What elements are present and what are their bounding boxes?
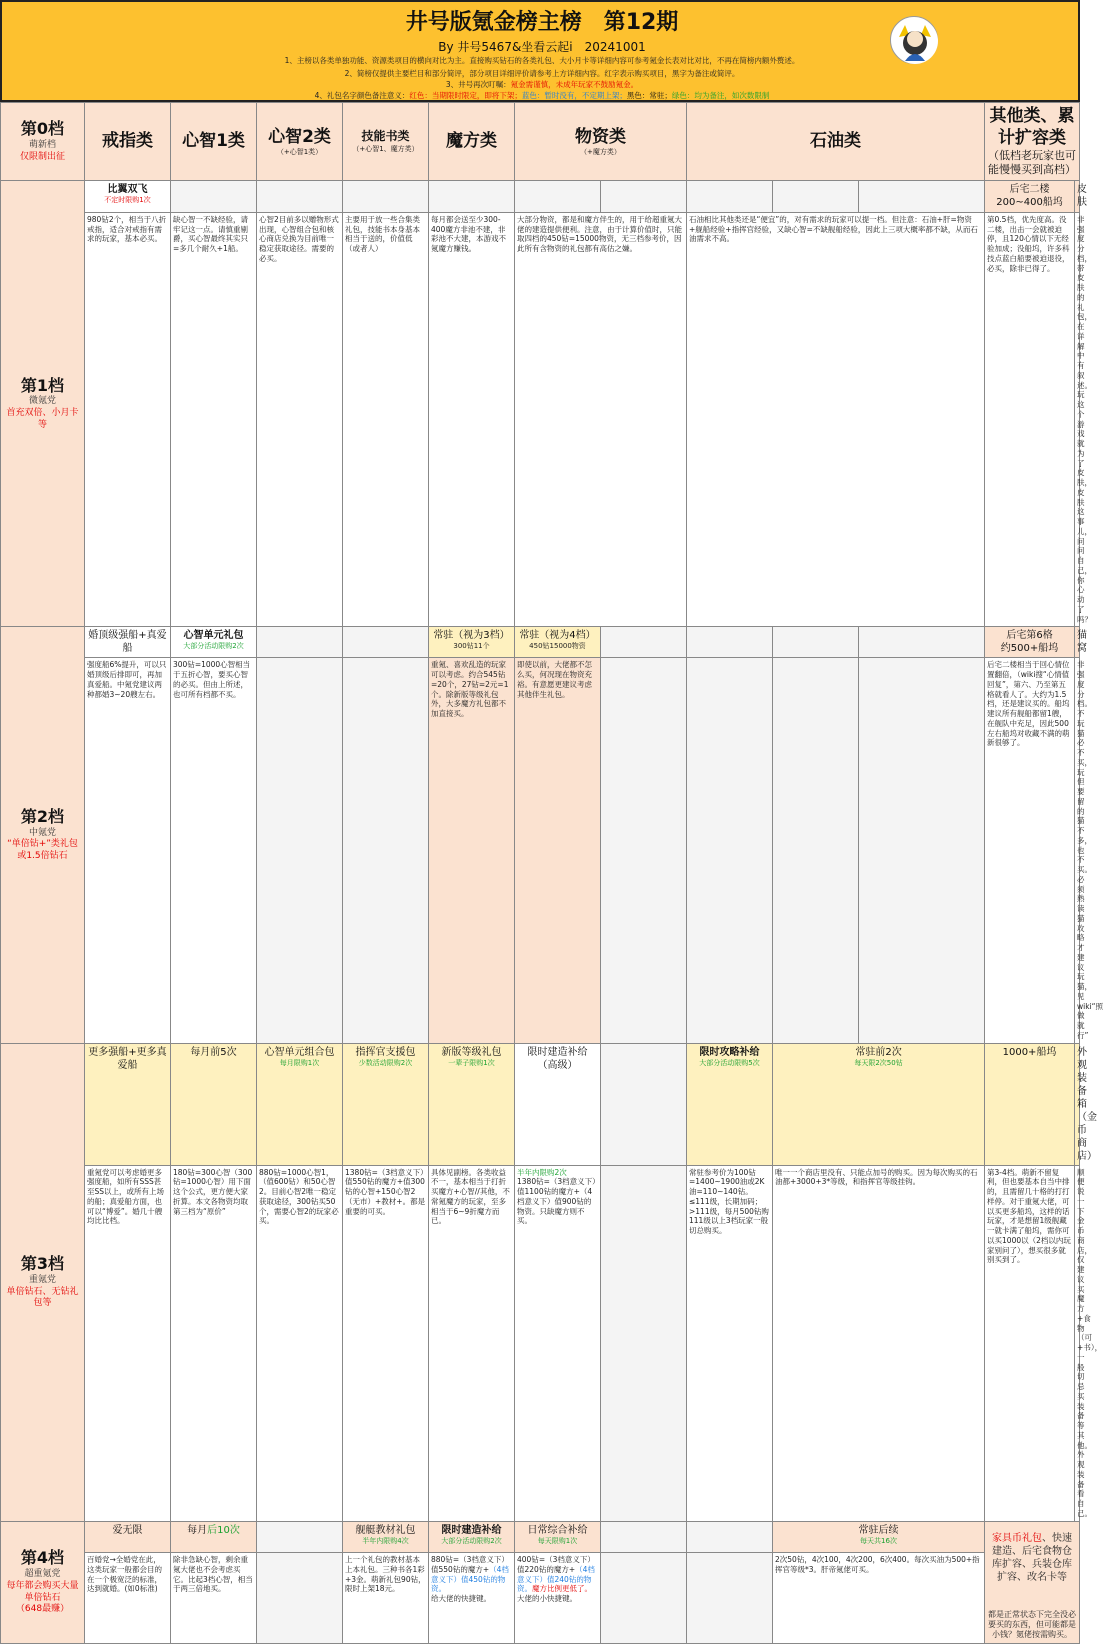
tier-0-name: 第0档 [20, 119, 65, 139]
tier-1-note: 首充双倍、小月卡等 [6, 408, 79, 430]
r3-mind2-limit: 每月限购1次 [279, 1058, 320, 1067]
r2-empty-4 [687, 627, 773, 658]
r2-catnest-body [1075, 658, 1103, 1043]
r1-supplies-body [515, 212, 687, 627]
r2-catnest-head: 猫窝 [1075, 627, 1080, 658]
r2-mind1-text: 300钻=1000心智相当于五折心智，要买心智的必买。但由上所述，也可所有档都不买。 [173, 660, 251, 699]
r1-rings-body [85, 212, 171, 627]
r2-empty-9 [601, 658, 687, 1043]
r4-supplies-text-red: 魔方比例更低了。 [532, 1584, 592, 1594]
r3-oil-b-title: 常驻前2次 [855, 1046, 902, 1058]
r4-empty-1 [257, 1521, 343, 1553]
r4-supplies-body [515, 1553, 601, 1644]
r1-skin-text: 非强度分档，带皮肤的礼包，在详解中有叙述。玩这个游戏就为了皮肤，皮肤这事儿，问问自己，你心动了吗？ [1077, 214, 1093, 624]
r2-supplies-text: 即使以前，大佬都不怎么买，何况现在物资充裕。有意愿更建议考虑其他伴生礼包。 [517, 660, 592, 699]
tier-3 [1, 1043, 85, 1521]
column-header-supplies-label: 物资类 [575, 126, 626, 147]
r4-oil-text: 2次50钻，4次100，4次200，6次400。每次买油为500+指挥官等级*3。肝帝氪佬可买。 [775, 1555, 980, 1574]
r4-other-text: 都是正常状态下完全没必要买的东西，但可能都是小钱？氪佬按需购买。 [988, 1609, 1077, 1640]
r3-skinbox-body [1075, 1165, 1103, 1521]
r3-mind1-body [171, 1165, 257, 1521]
r3-cube-head [429, 1043, 515, 1165]
r2-supplies-title: 常驻（视为4档） [519, 630, 596, 642]
r1-mind1-body [171, 212, 257, 627]
page-title: 井号版氪金榜主榜 第12期 [405, 10, 679, 35]
r4-mind1-head [171, 1521, 257, 1553]
r2-empty-8 [343, 658, 429, 1043]
ranking-table [0, 102, 1103, 1644]
r3-supplies-body [515, 1165, 601, 1521]
note-2: 2、简榜仅提供主要栏目和部分简评，部分项目详细评价请参考上方详细内容。红字表示购买项目，黑字为备注或简评。 [344, 69, 740, 78]
r3-oil-b-body [773, 1165, 985, 1521]
r3-cube-title: 新版等级礼包 [441, 1046, 502, 1058]
r4-supplies-head [515, 1521, 601, 1553]
r1-skill-body [343, 212, 429, 627]
r4-mind1-body [171, 1553, 257, 1644]
r3-dock-head [985, 1043, 1075, 1165]
column-header-oil-label: 石油类 [810, 131, 862, 152]
r2-mind1-title: 心智单元礼包 [183, 630, 244, 642]
r4-mind1-text: 除非急缺心智，剩余重氪大佬也不会考虑买它。比起3档心智，相当于两三倍地买。 [173, 1555, 253, 1594]
tier-4-name: 第4档 [20, 1548, 65, 1568]
r4-rings-head [85, 1521, 171, 1553]
r1-empty-5 [515, 180, 601, 212]
note-3-label: 3、井号再次叮嘱： [445, 80, 511, 89]
tier-1-name: 第1档 [20, 375, 65, 395]
r4-skill-body [343, 1553, 429, 1644]
r3-mind2-body [257, 1165, 343, 1521]
r3-supplies-head [515, 1043, 601, 1165]
r3-oil-a-body [687, 1165, 773, 1521]
r1-backyard-title: 后宅二楼 [1009, 183, 1050, 195]
column-header-mind1 [171, 103, 257, 181]
tier-4-extra: （648最赚） [15, 1604, 70, 1615]
r1-skin-head: 皮肤 [1075, 180, 1080, 212]
r4-cube-body [429, 1553, 515, 1644]
r3-oil-a-limit: 大部分活动限购5次 [699, 1058, 760, 1067]
r3-skinbox-head: 外观装备箱 （金币商店） [1075, 1043, 1080, 1165]
note-3 [2, 79, 1082, 90]
r4-skill-text: 上一个礼包的教材基本上本礼包。三种书各1彩+3金。萌新礼包90钻，限时上架18元。 [345, 1555, 426, 1594]
r3-cube-limit: 一辈子限购1次 [448, 1058, 495, 1067]
r1-backyard-sub: 200~400船坞 [996, 196, 1063, 208]
column-header-mind2-sub: （+心智1类） [276, 147, 323, 156]
byline: By 井号5467&坐看云起i 20241001 [438, 40, 646, 54]
note-4-dark: 黑色：常驻； [626, 91, 672, 100]
r2-supplies-sub: 450钻15000物资 [529, 642, 586, 651]
r4-other-title-tail: 、快速建造、后宅食物仓库扩容、兵装仓库扩容、改名卡等 [992, 1532, 1073, 1583]
r3-skill-text: 1380钻=（3档意义下）值550钻的魔方+值300钻的心智+150心智2（无市）+教材+。都是重要的可买。 [345, 1167, 426, 1216]
column-header-oil [687, 103, 985, 181]
note-3-warning: 氪金需谨慎，未成年玩家不鼓励氪金。 [510, 80, 639, 89]
r3-skill-head [343, 1043, 429, 1165]
r1-oil-body [687, 212, 985, 627]
r4-rings-text: 百婚党→全婚党在此，这类玩家一般都会目的在一个极宽泛的标准，达到就婚。(如0标准) [87, 1555, 162, 1594]
r4-empty-4 [257, 1553, 343, 1644]
r4-empty-3 [687, 1521, 773, 1553]
column-header-rings-label: 戒指类 [102, 131, 153, 152]
note-4-red: 红色：当期限时限定，即将下架； [409, 91, 522, 100]
r2-supplies-head [515, 627, 601, 658]
r4-cube-text-blue: （4档意义下）值450钻的物资。 [431, 1564, 509, 1594]
r2-cube-title: 常驻（视为3档） [433, 630, 510, 642]
r2-empty-11 [773, 658, 859, 1043]
r4-rings-title: 爱无限 [112, 1524, 143, 1536]
r2-empty-3 [601, 627, 687, 658]
r4-cube-title: 限时建造补给 [441, 1524, 502, 1536]
r4-skill-head [343, 1521, 429, 1553]
column-header-skillbook-label: 技能书类 [361, 129, 410, 144]
tier-2-name: 第2档 [20, 806, 65, 826]
r3-oil-a-head [687, 1043, 773, 1165]
tier-2-sub: 中氪党 [28, 827, 56, 838]
r3-mind2-text: 880钻=1000心智1，（值600钻）和50心智2。目前心智2唯一稳定获取途径，300钻买50个，需要心智2的玩家必买。 [259, 1167, 339, 1226]
r3-mind1-text: 180钻=300心智（300钻=1000心智）用下面这个公式，更方便大家折算。本文各物资均取第三档为“原价” [173, 1167, 253, 1216]
tier-4 [1, 1521, 85, 1643]
r4-mind1-title-tail: 后10次 [207, 1524, 240, 1536]
r3-skinbox-text: 顺便说一下金币商店，仅建议买魔方+食物（可+书），一般切忌买装备等其他。外观装备看自己。 [1077, 1167, 1103, 1518]
r4-oil-head [773, 1521, 985, 1553]
r4-cube-head [429, 1521, 515, 1553]
r4-supplies-text-blue: （4档意义下）值240钻的物资。 [517, 1564, 595, 1594]
r2-cube-text: 重氪、喜欢乱造的玩家可以考虑。约合545钻=20个，27钻=2元=1个。除新版等级礼包外，大多魔方礼包都不加直接买。 [431, 660, 509, 719]
column-header-other-label: 其他类、累计扩容类 [989, 106, 1075, 149]
r3-mind1-head [171, 1043, 257, 1165]
r4-other-title-red: 家具币礼包 [992, 1532, 1043, 1544]
r3-skill-body [343, 1165, 429, 1521]
r1-mind1-text: 缺心智一不缺经验，请牢记这一点。请慎重剔爵，买心智最终其实只=多几个耐久+1船。 [173, 214, 248, 254]
r3-cube-text: 具体见副榜。各类收益不一，基本相当于打折买魔方+心智//其他，不常氪魔方的玩家，至多相当于6~9折魔方而已。 [431, 1167, 510, 1226]
r3-supplies-text: 1380钻=（3档意义下）值1100钻的魔方+（4档意义下）值900钻的物资。只缺魔方则不买。 [517, 1177, 596, 1226]
r3-oil-b-text: 唯一一个商店里没有、只能点加号的购买。因为每次购买的石油都+3000+3*等级，和指挥官等级挂钩。 [775, 1167, 978, 1187]
r2-empty-1 [257, 627, 343, 658]
r4-supplies-limit: 每天限购1次 [537, 1536, 578, 1545]
r4-cube-text-1: 880钻=（3档意义下）值550钻的魔方+ [431, 1555, 509, 1574]
r4-cube-text-2: 给大佬的快捷键。 [431, 1594, 491, 1604]
note-1: 1、主榜以各类单独功能、资源类项目的横向对比为主。直接购买钻石的各类礼包、大小月卡等详细内容可参考氪金长表对比对比，不再在简榜内额外赘述。 [284, 56, 800, 65]
r1-empty-4 [429, 180, 515, 212]
r4-supplies-text-2: 大佬的小快捷键。 [517, 1594, 577, 1604]
r4-supplies-title: 日常综合补给 [527, 1524, 588, 1536]
tier-4-sub: 超重氪党 [24, 1569, 61, 1580]
r2-rings-body [85, 658, 171, 1043]
r3-supplies-limit: 半年内限购2次 [517, 1167, 567, 1177]
r2-empty-10 [687, 658, 773, 1043]
r1-cube-body [429, 212, 515, 627]
r3-rings-body [85, 1165, 171, 1521]
r4-skill-title: 舰艇教材礼包 [355, 1524, 416, 1536]
header [0, 0, 1080, 102]
r2-empty-6 [859, 627, 985, 658]
r4-oil-title: 常驻后续 [858, 1524, 899, 1536]
r4-supplies-text-1: 400钻=（3档意义下）值220钻的魔方+ [517, 1555, 595, 1574]
r1-oil-text: 石油相比其他类还是“便宜”的，对有需求的玩家可以提一档。但注意：石油+肝=物资+舰船经验+指挥官经验，又缺心智=不缺舰船经验，因此上三项大概率都不缺，从而石油需求不高。 [689, 214, 978, 244]
r4-other-title [987, 1532, 1077, 1584]
r3-empty-2 [601, 1165, 687, 1521]
r2-empty-2 [343, 627, 429, 658]
column-header-skillbook [343, 103, 429, 181]
tier-2 [1, 627, 85, 1043]
r3-mind2-head [257, 1043, 343, 1165]
r4-empty-2 [601, 1521, 687, 1553]
r2-rings-head [85, 627, 171, 658]
note-4-green: 绿色：均为备注，如次数限制 [671, 91, 770, 100]
r1-empty-3 [343, 180, 429, 212]
r3-rings-title: 更多强船+更多真爱船 [88, 1046, 167, 1071]
column-header-other-sub: （低档老玩家也可能慢慢买到高档） [988, 149, 1077, 177]
r2-mind1-head [171, 627, 257, 658]
r1-supplies-text: 大部分物资，都是和魔方伴生的，用于给超重氪大佬的建造提供便利。注意，由于计算价值时，只能取四档的450钻=15000物资，无三档参考价，因此所有含物资的礼包都有高估之嫌。 [517, 214, 682, 254]
r1-empty-6 [601, 180, 687, 212]
r1-mind2-text: 心智2目前多以赠物形式出现，心智组合包和核心商店兑换为目前唯一稳定获取途径。需要的必买。 [259, 214, 339, 263]
r3-rings-text: 重氪党可以考虑婚更多强度船，如所有SSS甚至SS以上，或所有上场的船；真爱船方面，也可以“博爱”。婚几十艘均比比档。 [87, 1167, 165, 1226]
note-4 [2, 90, 1082, 101]
r1-rings-head [85, 180, 171, 212]
r4-cube-limit: 大部分活动限购2次 [441, 1536, 502, 1545]
r2-backyard-head [985, 627, 1075, 658]
tier-2-note: “单倍钻+”类礼包或1.5倍钻石 [7, 839, 78, 862]
r2-backyard-text: 后宅二楼相当于回心情位置翻倍，（wiki搜“心情值回复”，第六、乃至第五格就看人了。大约为1.5档，还是建议买的。船坞建议所有舰船都留1艘，在舰队中充足，因此500左右船坞对收藏不满的萌新很够了。 [987, 660, 1070, 748]
avatar-illustration-icon [891, 17, 939, 65]
column-header-skillbook-sub: （+心智1、魔方类） [352, 144, 419, 153]
r1-rings-limit: 不定时限购1次 [104, 195, 151, 204]
r2-cube-head [429, 627, 515, 658]
r3-oil-b-head [773, 1043, 985, 1165]
r1-backyard-head [985, 180, 1075, 212]
tier-4-note: 每年都会购买大量单倍钻石 [6, 1580, 79, 1603]
column-header-supplies-sub: （+魔方类） [580, 147, 621, 156]
r2-catnest-text: 非强度分档。不玩猫必不买，玩但要留的猫不多，也不买。必须熟读猫攻略才建议玩猫，见wiki“照做就行” [1077, 660, 1103, 1040]
r3-supplies-sub: （高级） [537, 1059, 578, 1071]
r1-backyard-body [985, 212, 1075, 627]
tier-1 [1, 180, 85, 627]
r2-backyard-body [985, 658, 1075, 1043]
column-header-mind2-label: 心智2类 [268, 126, 331, 147]
r3-skill-title: 指挥官支援包 [355, 1046, 416, 1058]
tier-0-sub: 萌新档 [28, 140, 56, 151]
r1-empty-2 [257, 180, 343, 212]
r1-skin-body [1075, 212, 1093, 627]
r2-mind1-body [171, 658, 257, 1043]
r3-oil-a-title: 限时攻略补给 [699, 1046, 760, 1058]
r3-supplies-title: 限时建造补给 [527, 1046, 588, 1058]
r4-skill-limit: 半年内限购4次 [362, 1536, 409, 1545]
avatar [890, 16, 938, 64]
r1-skill-text: 主要用于放一些合集类礼包，技能书本身基本相当于送的，价值低（或者人） [345, 214, 420, 254]
r4-empty-5 [601, 1553, 687, 1644]
r1-empty-8 [773, 180, 859, 212]
column-header-other [985, 103, 1080, 181]
r1-empty-9 [859, 180, 985, 212]
r3-rings-head [85, 1043, 171, 1165]
r2-cube-body [429, 658, 515, 1043]
column-header-rings [85, 103, 171, 181]
tier-3-sub: 重氪党 [28, 1274, 56, 1285]
tier-0 [1, 103, 85, 181]
r1-rings-title: 比翼双飞 [107, 183, 148, 195]
r1-empty-1 [171, 180, 257, 212]
r3-oil-b-limit: 每天限2次50钻 [854, 1058, 903, 1067]
tier-3-name: 第3档 [20, 1254, 65, 1274]
r1-cube-text: 每月都会送至少300-400魔方非池不建，非彩池不大建，本游戏不氪魔方赚钱。 [431, 214, 506, 254]
r2-empty-5 [773, 627, 859, 658]
r1-backyard-text: 第0.5档，优先度高。没二楼，出击一会就被迫停，且120心情以下无经验加成；没船坞，许多科技点蓝白船要被迫退役，必买，除非已得了。 [987, 214, 1070, 273]
r2-backyard-title: 后宅第6格 [1006, 630, 1053, 642]
r2-backyard-sub: 约500+船坞 [1000, 643, 1059, 655]
r3-empty-1 [601, 1043, 687, 1165]
r2-cube-sub: 300钻11个 [453, 642, 490, 651]
r3-skill-limit: 少数活动限购2次 [358, 1058, 413, 1067]
r2-supplies-body [515, 658, 601, 1043]
r1-empty-7 [687, 180, 773, 212]
column-header-cube [429, 103, 515, 181]
r1-mind2-body [257, 212, 343, 627]
r3-cube-body [429, 1165, 515, 1521]
r2-mind1-limit: 大部分活动限购2次 [183, 642, 244, 651]
r4-rings-body [85, 1553, 171, 1644]
r2-empty-12 [859, 658, 985, 1043]
r3-oil-a-text: 常驻参考价为100钻=1400~1900油或2K油=110~140钻。≤111级，长期加码；>111级，每月500钻购111级以上3档玩家一般切总购买。 [689, 1167, 769, 1236]
r4-oil-limit: 每天共16次 [860, 1536, 897, 1545]
column-header-mind1-label: 心智1类 [182, 131, 245, 152]
tier-1-sub: 微氪党 [28, 396, 56, 407]
r2-rings-title: 婚顶级强船+真爱船 [88, 630, 167, 655]
column-header-cube-label: 魔方类 [446, 131, 497, 152]
r3-mind2-title: 心智单元组合包 [264, 1046, 335, 1058]
tier-0-note: 仅限制出征 [19, 151, 65, 162]
column-header-supplies [515, 103, 687, 181]
column-header-mind2 [257, 103, 343, 181]
r4-mind1-title: 每月 [187, 1524, 208, 1536]
r1-rings-text: 980钻2个，相当于八折戒指，适合对戒指有需求的玩家，基本必买。 [87, 214, 167, 244]
r3-dock-text: 第3-4档。萌新不留复利，但也要基本自当中排的，且需留几十格的打打样停。对于重氪大佬，可以买更多船坞，这样的话玩家，才是想留1级舰藏一就卡满了船坞，需你可以买1000以（2档以内玩家别问了），想买很多就别买到了。 [987, 1167, 1071, 1265]
r4-other [985, 1521, 1080, 1643]
r3-mind1-title: 每月前5次 [190, 1046, 237, 1058]
r3-dock-title: 1000+船坞 [1002, 1046, 1057, 1058]
r2-empty-7 [257, 658, 343, 1043]
tier-3-note: 单倍钻石、无钻礼包等 [6, 1286, 79, 1309]
r3-dock-body [985, 1165, 1075, 1521]
note-4-label: 4、礼包名字颜色备注意义： [314, 91, 410, 100]
r4-empty-6 [687, 1553, 773, 1644]
r4-oil-body [773, 1553, 985, 1644]
note-4-blue: 蓝色：暂时没有，不定期上架； [521, 91, 627, 100]
r2-rings-text: 强度船6%提升，可以只婚顶级后排即可，再加真爱船。中氪党建议两种都婚3~20艘左右。 [87, 660, 167, 699]
